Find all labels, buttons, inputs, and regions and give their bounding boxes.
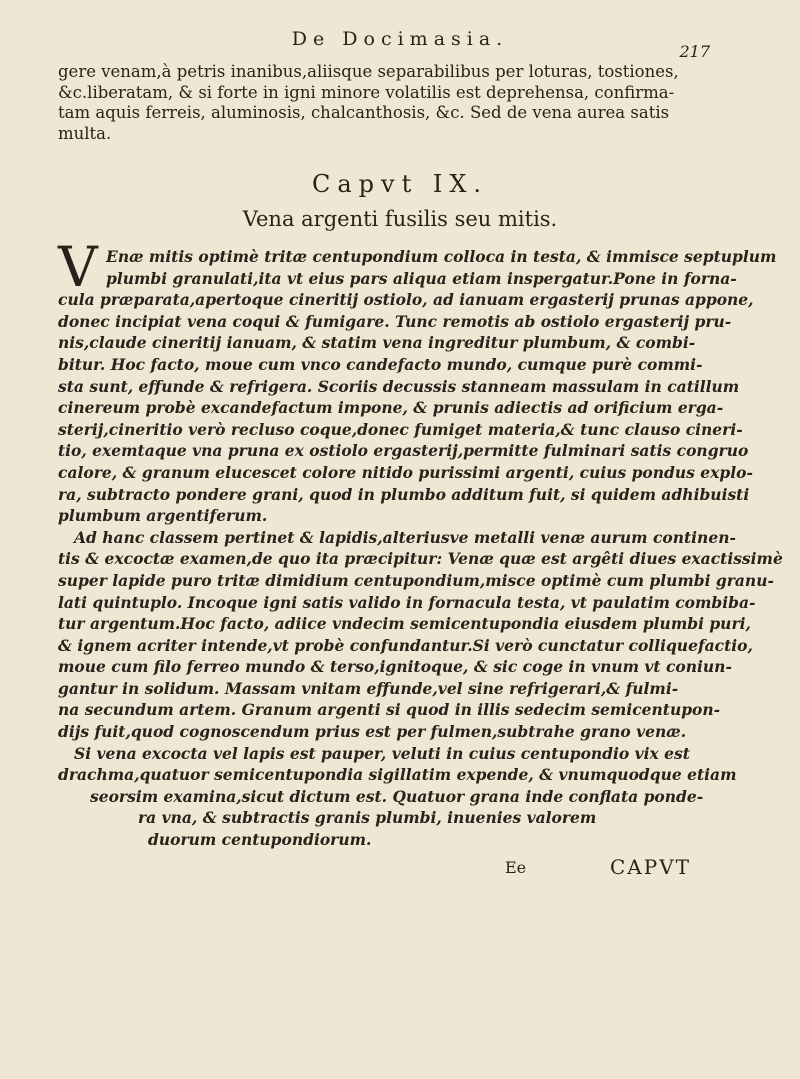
body-line: & ignem acriter intende,vt probè confundantur.Si verò cunctatur colliquefactio, bbox=[58, 635, 753, 655]
drop-cap: V bbox=[58, 235, 98, 299]
body-line: sta sunt, effunde & refrigera. Scoriis decussis stanneam massulam in catillum bbox=[58, 376, 740, 396]
body-line: dijs fuit,quod cognoscendum prius est per fulmen,subtrahe grano venæ. bbox=[58, 722, 687, 742]
chapter-heading: Capvt IX. bbox=[311, 170, 489, 198]
body-line: calore, & granum elucescet colore nitido purissimi argenti, cuius pondus explo- bbox=[58, 462, 753, 482]
running-head: De Docimasia. bbox=[291, 28, 509, 50]
chapter-subtitle: Vena argenti fusilis seu mitis. bbox=[242, 207, 558, 231]
body-line: Ad hanc classem pertinet & lapidis,alteriusve metalli venæ aurum continen- bbox=[74, 527, 736, 547]
body-line: cinereum probè excandefactum impone, & prunis adiectis ad orificium erga- bbox=[58, 398, 724, 418]
body-line: super lapide puro tritæ dimidium centupondium,misce optimè cum plumbi granu- bbox=[58, 570, 774, 590]
page-number: 217 bbox=[679, 42, 710, 61]
signature-mark: Ee bbox=[505, 858, 527, 877]
body-line: moue cum filo ferreo mundo & terso,ignitoque, & sic coge in vnum vt coniun- bbox=[58, 657, 732, 677]
body-line: cula præparata,apertoque cineritij ostiolo, ad ianuam ergasterij prunas appone, bbox=[58, 290, 754, 310]
intro-line: multa. bbox=[58, 123, 112, 143]
body-line: ra, subtracto pondere grani, quod in plumbo additum fuit, si quidem adhibuisti bbox=[58, 484, 750, 504]
body-line: sterij,cineritio verò recluso coque,donec fumiget materia,& tunc clauso cineri- bbox=[58, 419, 743, 439]
intro-paragraph bbox=[58, 62, 748, 144]
body-line: Si vena excocta vel lapis est pauper, veluti in cuius centupondio vix est bbox=[74, 743, 690, 763]
body-line: na secundum artem. Granum argenti si quod in illis sedecim semicentupon- bbox=[58, 700, 721, 720]
body-line: seorsim examina,sicut dictum est. Quatuor grana inde conflata ponde- bbox=[90, 786, 704, 806]
body-line: Enæ mitis optimè tritæ centupondium colloca in testa, & immisce septuplum bbox=[106, 247, 777, 266]
body-line: gantur in solidum. Massam vnitam effunde,vel sine refrigerari,& fulmi- bbox=[58, 678, 679, 698]
intro-line: tam aquis ferreis, aluminosis, chalcanthosis, &c. Sed de vena aurea satis bbox=[58, 103, 670, 122]
intro-line: gere venam,à petris inanibus,aliisque separabilibus per loturas, tostiones, bbox=[58, 62, 679, 81]
intro-line: &c.liberatam, & si forte in igni minore volatilis est deprehensa, confirma- bbox=[58, 82, 675, 102]
body-line: plumbi granulati,ita vt eius pars aliqua etiam inspergatur.Pone in forna- bbox=[106, 268, 737, 288]
body-line: donec incipiat vena coqui & fumigare. Tunc remotis ab ostiolo ergasterij pru- bbox=[58, 311, 732, 331]
body-line: tur argentum.Hoc facto, adiice vndecim semicentupondia eiusdem plumbi puri, bbox=[58, 614, 751, 634]
body-line: tio, exemtaque vna pruna ex ostiolo ergasterij,permitte fulminari satis congruo bbox=[58, 441, 749, 461]
body-line: lati quintuplo. Incoque igni satis valido in fornacula testa, vt paulatim combiba- bbox=[58, 592, 756, 612]
catchword: CAPVT bbox=[610, 855, 691, 879]
body-line: duorum centupondiorum. bbox=[148, 830, 372, 850]
body-line: plumbum argentiferum. bbox=[58, 506, 268, 526]
body-line: ra vna, & subtractis granis plumbi, inuenies valorem bbox=[138, 808, 597, 828]
body-text bbox=[58, 246, 783, 851]
body-line: drachma,quatuor semicentupondia sigillatim expende, & vnumquodque etiam bbox=[58, 765, 737, 785]
body-line: bitur. Hoc facto, moue cum vnco candefacto mundo, cumque purè commi- bbox=[58, 354, 703, 374]
body-line: tis & excoctæ examen,de quo ita præcipitur: Venæ quæ est argêti diues exactissimè bbox=[58, 549, 783, 569]
body-line: nis,claude cineritij ianuam, & statim vena ingreditur plumbum, & combi- bbox=[58, 333, 696, 353]
